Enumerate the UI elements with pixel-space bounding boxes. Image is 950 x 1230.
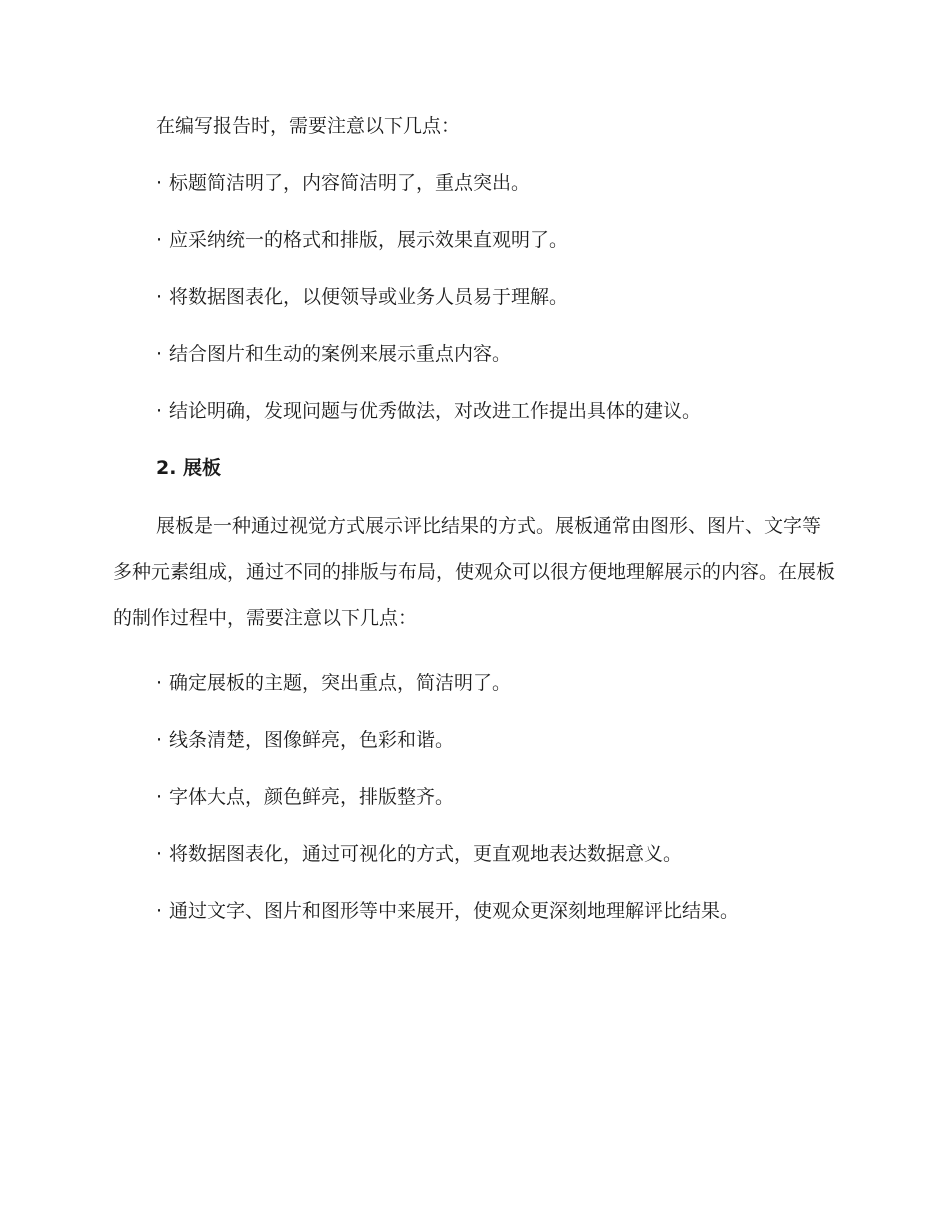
list-item <box>113 340 838 369</box>
bullet-marker: · <box>156 843 163 865</box>
list-item <box>113 283 838 312</box>
list-item-text: 结合图片和生动的案例来展示重点内容。 <box>169 343 512 365</box>
bullet-marker: · <box>156 172 163 194</box>
bullet-marker: · <box>156 343 163 365</box>
bullet-marker: · <box>156 900 163 922</box>
list-item-text: 应采纳统一的格式和排版，展示效果直观明了。 <box>169 229 569 251</box>
list-item-text: 将数据图表化，通过可视化的方式，更直观地表达数据意义。 <box>169 843 683 865</box>
list-item-text: 通过文字、图片和图形等中来展开，使观众更深刻地理解评比结果。 <box>169 900 740 922</box>
list-item-text: 标题简洁明了，内容简洁明了，重点突出。 <box>169 172 531 194</box>
list-item <box>113 226 838 255</box>
list-item <box>113 169 838 198</box>
board-intro-paragraph: 展板是一种通过视觉方式展示评比结果的方式。展板通常由图形、图片、文字等多种元素组成，通过不同的排版与布局，使观众可以很方便地理解展示的内容。在展板的制作过程中，需要注意以下几点： <box>113 515 836 629</box>
bullet-marker: · <box>156 786 163 808</box>
list-item <box>113 669 838 698</box>
board-bullet-list <box>113 669 838 926</box>
list-item-text: 将数据图表化，以便领导或业务人员易于理解。 <box>169 286 569 308</box>
section-heading: 2. 展板 <box>156 457 222 479</box>
list-item <box>113 783 838 812</box>
list-item <box>113 726 838 755</box>
list-item <box>113 397 838 426</box>
report-bullet-list <box>113 169 838 426</box>
bullet-marker: · <box>156 729 163 751</box>
list-item-text: 确定展板的主题，突出重点，简洁明了。 <box>169 672 512 694</box>
list-item-text: 结论明确，发现问题与优秀做法，对改进工作提出具体的建议。 <box>169 400 702 422</box>
list-item <box>113 897 838 926</box>
bullet-marker: · <box>156 286 163 308</box>
list-item-text: 字体大点，颜色鲜亮，排版整齐。 <box>169 786 455 808</box>
list-item <box>113 840 838 869</box>
bullet-marker: · <box>156 229 163 251</box>
bullet-marker: · <box>156 672 163 694</box>
list-item-text: 线条清楚，图像鲜亮，色彩和谐。 <box>169 729 455 751</box>
bullet-marker: · <box>156 400 163 422</box>
report-intro-paragraph: 在编写报告时，需要注意以下几点： <box>156 115 461 137</box>
